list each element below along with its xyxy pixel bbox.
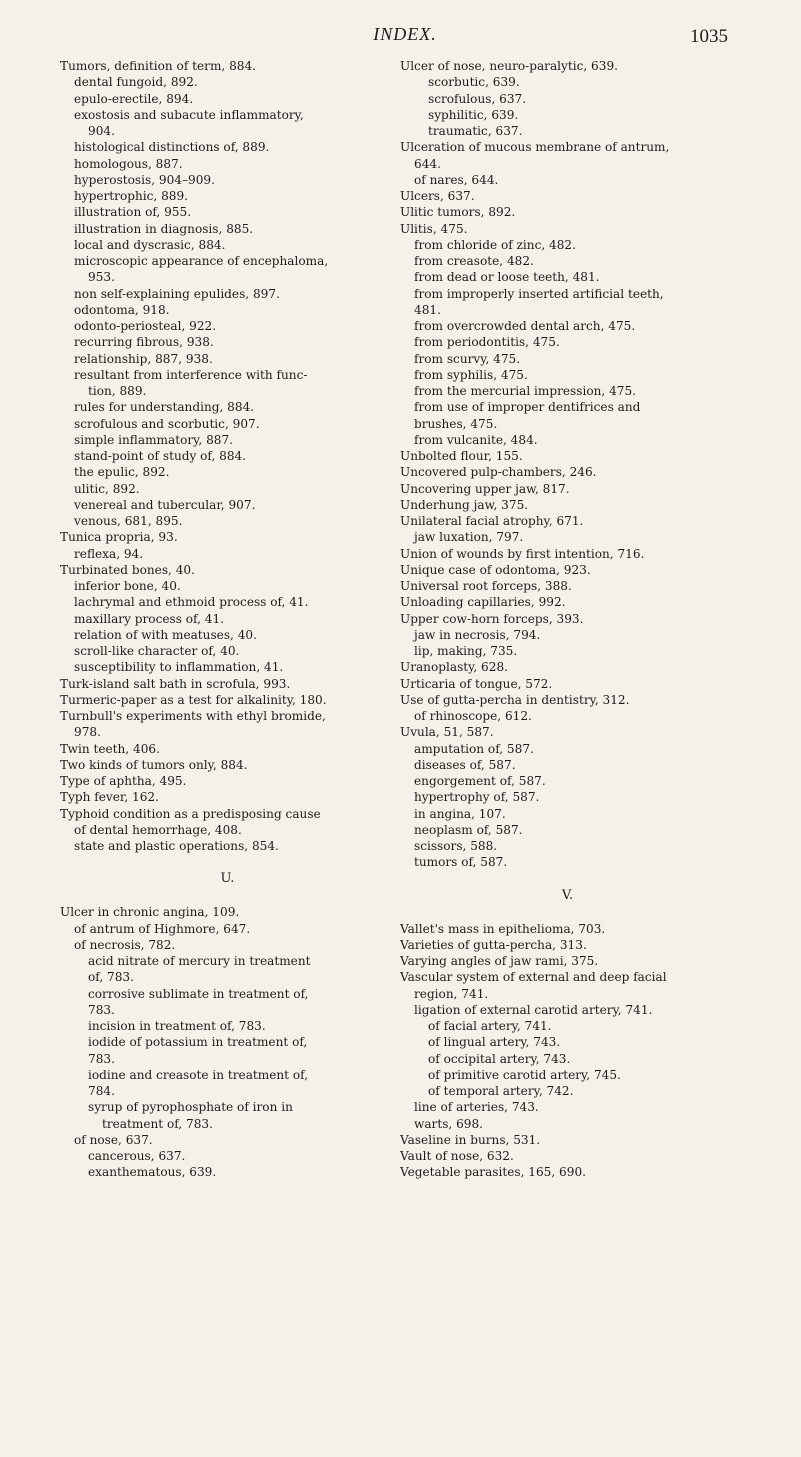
- index-entry: jaw in necrosis, 794.: [414, 627, 541, 642]
- index-entry: Ulcers, 637.: [400, 189, 475, 203]
- index-entry: epulo-erectile, 894.: [74, 91, 194, 106]
- index-entry: venous, 681, 895.: [74, 514, 183, 528]
- index-entry: cancerous, 637.: [88, 1149, 186, 1163]
- index-entry: of facial artery, 741.: [428, 1019, 552, 1033]
- index-entry: Turmeric-paper as a test for alkalinity, 180.: [60, 692, 327, 707]
- index-entry: syrup of pyrophosphate of iron in: [88, 1100, 293, 1115]
- index-entry: Uvula, 51, 587.: [400, 725, 494, 740]
- index-entry: exanthematous, 639.: [88, 1165, 217, 1180]
- index-entry: warts, 698.: [414, 1116, 484, 1131]
- index-entry: scroll-like character of, 40.: [74, 644, 240, 658]
- index-entry: line of arteries, 743.: [414, 1100, 539, 1115]
- page-number: 1035: [690, 26, 728, 47]
- index-entry: acid nitrate of mercury in treatment: [88, 954, 311, 968]
- index-entry: lip, making, 735.: [414, 644, 518, 658]
- index-entry: hypertrophic, 889.: [74, 189, 189, 203]
- index-entry: illustration of, 955.: [74, 205, 192, 220]
- index-entry: odonto-periosteal, 922.: [74, 319, 217, 333]
- index-entry: of nose, 637.: [74, 1132, 153, 1147]
- index-entry: Unilateral facial atrophy, 671.: [400, 514, 584, 528]
- index-entry: of, 783.: [88, 970, 134, 985]
- index-entry: Vaseline in burns, 531.: [400, 1132, 541, 1147]
- page-header: [0, 14, 801, 54]
- index-entry: non self-explaining epulides, 897.: [74, 286, 280, 301]
- index-entry: histological distinctions of, 889.: [74, 140, 270, 155]
- index-entry: Vegetable parasites, 165, 690.: [400, 1165, 586, 1180]
- index-entry: scorbutic, 639.: [428, 75, 520, 90]
- index-entry: Unique case of odontoma, 923.: [400, 562, 591, 577]
- index-entry: Uncovered pulp-chambers, 246.: [400, 465, 597, 480]
- index-column-right: [400, 58, 735, 1181]
- index-entry: simple inflammatory, 887.: [74, 432, 233, 447]
- index-entry: in angina, 107.: [414, 806, 506, 821]
- index-entry: Underhung jaw, 375.: [400, 497, 529, 512]
- index-entry: odontoma, 918.: [74, 302, 170, 317]
- index-entry: from chloride of zinc, 482.: [414, 237, 576, 252]
- index-entry: local and dyscrasic, 884.: [74, 237, 226, 252]
- index-entry: 953.: [88, 270, 115, 285]
- index-entry: of primitive carotid artery, 745.: [428, 1067, 621, 1082]
- index-entry: from scurvy, 475.: [414, 351, 521, 366]
- index-entry: dental fungoid, 892.: [74, 75, 198, 90]
- index-entry: from overcrowded dental arch, 475.: [414, 319, 636, 333]
- section-heading: U.: [220, 871, 235, 887]
- index-entry: 481.: [414, 302, 441, 317]
- index-entry: venereal and tubercular, 907.: [74, 497, 256, 512]
- index-entry: Turk-island salt bath in scrofula, 993.: [60, 676, 291, 691]
- index-entry: from use of improper dentifrices and: [414, 400, 641, 415]
- index-entry: Twin teeth, 406.: [60, 741, 160, 756]
- index-entry: neoplasm of, 587.: [414, 822, 523, 837]
- index-entry: from vulcanite, 484.: [414, 432, 538, 447]
- index-entry: maxillary process of, 41.: [74, 611, 225, 626]
- index-entry: susceptibility to inflammation, 41.: [74, 660, 284, 675]
- index-entry: Vallet's mass in epithelioma, 703.: [400, 921, 606, 936]
- index-entry: the epulic, 892.: [74, 465, 170, 480]
- index-entry: traumatic, 637.: [428, 124, 523, 138]
- index-entry: 783.: [88, 1002, 115, 1017]
- index-entry: engorgement of, 587.: [414, 774, 546, 788]
- index-entry: Uncovering upper jaw, 817.: [400, 481, 570, 496]
- index-entry: Varying angles of jaw rami, 375.: [400, 954, 599, 968]
- index-entry: Varieties of gutta-percha, 313.: [400, 937, 587, 952]
- index-entry: resultant from interference with func-: [74, 367, 308, 382]
- index-entry: Turbinated bones, 40.: [60, 562, 195, 577]
- index-entry: jaw luxation, 797.: [414, 530, 524, 545]
- index-entry: diseases of, 587.: [414, 757, 516, 772]
- index-entry: Ulcer in chronic angina, 109.: [60, 905, 240, 920]
- index-entry: Vault of nose, 632.: [400, 1149, 514, 1163]
- index-entry: scrofulous and scorbutic, 907.: [74, 416, 260, 431]
- index-entry: syphilitic, 639.: [428, 107, 519, 122]
- running-head: INDEX.: [373, 24, 437, 44]
- index-entry: from creasote, 482.: [414, 254, 534, 268]
- index-entry: Universal root forceps, 388.: [400, 579, 572, 593]
- index-entry: region, 741.: [414, 986, 489, 1001]
- index-entry: of rhinoscope, 612.: [414, 709, 532, 723]
- section-heading: V.: [561, 887, 574, 903]
- index-entry: Tunica propria, 93.: [60, 530, 178, 545]
- index-entry: of dental hemorrhage, 408.: [74, 822, 242, 837]
- index-entry: from periodontitis, 475.: [414, 335, 560, 350]
- index-entry: Vascular system of external and deep facial: [400, 970, 667, 985]
- index-entry: iodide of potassium in treatment of,: [88, 1035, 308, 1050]
- index-entry: microscopic appearance of encephaloma,: [74, 254, 329, 268]
- index-entry: Uranoplasty, 628.: [400, 660, 508, 675]
- index-entry: Type of aphtha, 495.: [60, 774, 187, 788]
- index-column-left: [60, 58, 395, 1181]
- index-entry: 904.: [88, 124, 115, 138]
- index-entry: illustration in diagnosis, 885.: [74, 221, 254, 236]
- index-entry: recurring fibrous, 938.: [74, 335, 214, 350]
- index-entry: of occipital artery, 743.: [428, 1051, 571, 1066]
- index-entry: tumors of, 587.: [414, 855, 508, 870]
- index-entry: Unloading capillaries, 992.: [400, 595, 566, 610]
- index-entry: of antrum of Highmore, 647.: [74, 921, 251, 936]
- index-entry: Two kinds of tumors only, 884.: [60, 757, 248, 772]
- index-entry: Ulitic tumors, 892.: [400, 205, 516, 220]
- index-entry: inferior bone, 40.: [74, 579, 181, 593]
- index-entry: Union of wounds by first intention, 716.: [400, 546, 645, 561]
- index-entry: Turnbull's experiments with ethyl bromide,: [60, 709, 326, 723]
- index-entry: hypertrophy of, 587.: [414, 790, 540, 805]
- index-entry: scrofulous, 637.: [428, 91, 527, 106]
- index-entry: 783.: [88, 1051, 115, 1066]
- index-entry: relationship, 887, 938.: [74, 351, 213, 366]
- index-entry: from the mercurial impression, 475.: [414, 384, 637, 398]
- index-entry: hyperostosis, 904–909.: [74, 172, 215, 187]
- index-entry: Upper cow-horn forceps, 393.: [400, 611, 584, 626]
- index-entry: Urticaria of tongue, 572.: [400, 676, 553, 691]
- index-entry: exostosis and subacute inflammatory,: [74, 107, 304, 122]
- index-entry: treatment of, 783.: [102, 1116, 213, 1131]
- index-entry: from improperly inserted artificial teeth,: [414, 286, 664, 301]
- index-entry: rules for understanding, 884.: [74, 400, 255, 415]
- index-entry: from syphilis, 475.: [414, 367, 528, 382]
- index-entry: brushes, 475.: [414, 416, 498, 431]
- index-entry: from dead or loose teeth, 481.: [414, 270, 600, 285]
- index-entry: reflexa, 94.: [74, 546, 144, 561]
- index-entry: homologous, 887.: [74, 156, 183, 171]
- index-entry: 784.: [88, 1084, 115, 1098]
- index-entry: ulitic, 892.: [74, 481, 140, 496]
- index-entry: Unbolted flour, 155.: [400, 449, 523, 463]
- index-entry: Tumors, definition of term, 884.: [60, 59, 257, 73]
- index-entry: incision in treatment of, 783.: [88, 1019, 266, 1033]
- index-entry: Use of gutta-percha in dentistry, 312.: [400, 692, 630, 707]
- index-entry: of nares, 644.: [414, 172, 499, 187]
- index-entry: Typh fever, 162.: [60, 790, 159, 805]
- index-entry: relation of with meatuses, 40.: [74, 627, 257, 642]
- index-entry: corrosive sublimate in treatment of,: [88, 986, 309, 1001]
- index-entry: 644.: [414, 156, 441, 171]
- index-entry: amputation of, 587.: [414, 741, 534, 756]
- index-entry: iodine and creasote in treatment of,: [88, 1067, 309, 1082]
- index-entry: lachrymal and ethmoid process of, 41.: [74, 595, 309, 610]
- index-entry: stand-point of study of, 884.: [74, 449, 247, 463]
- index-entry: ligation of external carotid artery, 741.: [414, 1002, 653, 1017]
- index-entry: 978.: [74, 725, 101, 740]
- index-entry: Ulceration of mucous membrane of antrum,: [400, 140, 670, 155]
- index-entry: Typhoid condition as a predisposing cause: [60, 806, 321, 821]
- index-entry: of temporal artery, 742.: [428, 1084, 574, 1098]
- index-entry: of lingual artery, 743.: [428, 1035, 561, 1050]
- index-entry: scissors, 588.: [414, 839, 498, 853]
- index-entry: tion, 889.: [88, 384, 147, 398]
- index-entry: state and plastic operations, 854.: [74, 839, 279, 853]
- index-entry: Ulcer of nose, neuro-paralytic, 639.: [400, 59, 618, 73]
- index-entry: Ulitis, 475.: [400, 221, 468, 236]
- index-entry: of necrosis, 782.: [74, 937, 176, 952]
